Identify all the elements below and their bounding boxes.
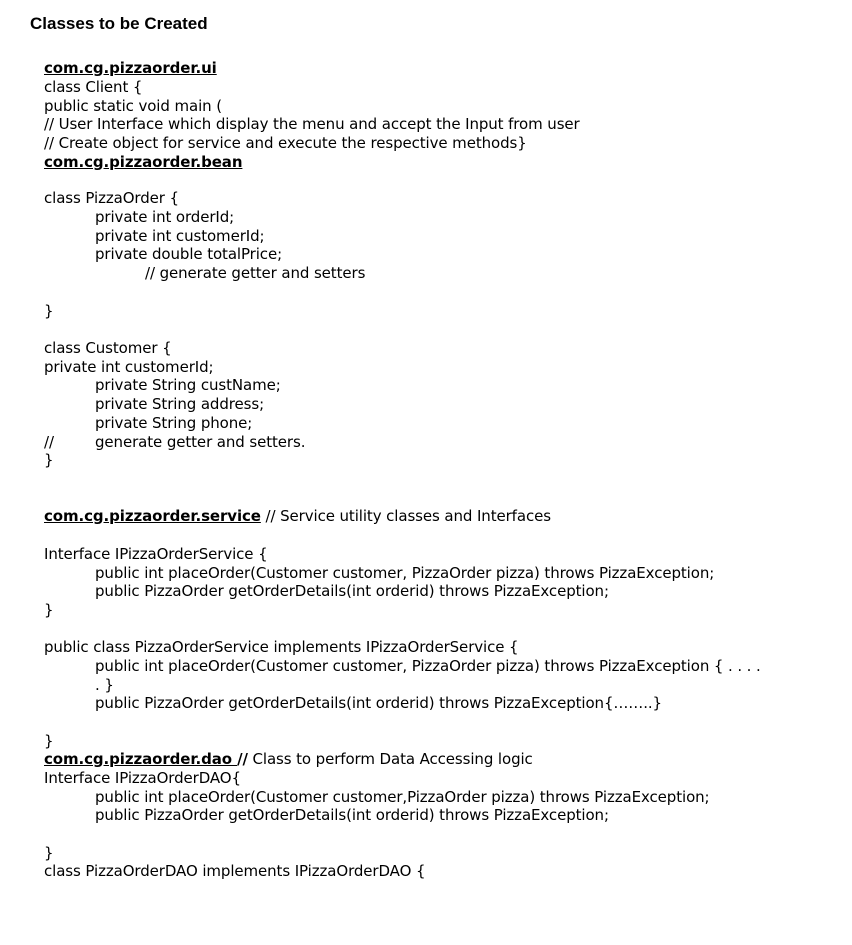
package-service-comment: // Service utility classes and Interfaces	[260, 507, 551, 525]
method-line: public PizzaOrder getOrderDetails(int orderid) throws PizzaException{……..}	[95, 694, 662, 712]
closing-brace: }	[44, 844, 54, 862]
method-line-continuation: . }	[95, 676, 114, 694]
field-line: private String custName;	[95, 376, 281, 394]
method-line: public int placeOrder(Customer customer,PizzaOrder pizza) throws PizzaException;	[95, 788, 710, 806]
code-line: class Client {	[44, 78, 143, 96]
field-line: private double totalPrice;	[95, 245, 283, 263]
field-line: private String address;	[95, 395, 265, 413]
package-service-line	[44, 507, 551, 526]
interface-service-header: Interface IPizzaOrderService {	[44, 545, 268, 563]
field-line: private int orderId;	[95, 208, 235, 226]
field-line: private int customerId;	[44, 358, 214, 376]
code-comment: generate getter and setters.	[95, 433, 306, 451]
closing-brace: }	[44, 732, 54, 750]
class-dao-header: class PizzaOrderDAO implements IPizzaOrderDAO {	[44, 862, 426, 880]
dao-comment-slashes: //	[237, 750, 248, 768]
code-comment: // generate getter and setters	[145, 264, 366, 282]
method-line: public int placeOrder(Customer customer, PizzaOrder pizza) throws PizzaException { . . . .	[95, 657, 761, 675]
page-title: Classes to be Created	[30, 14, 208, 33]
package-dao-line	[44, 750, 533, 769]
class-customer-header: class Customer {	[44, 339, 172, 357]
class-pizzaorder-header: class PizzaOrder {	[44, 189, 179, 207]
code-comment: // Create object for service and execute the respective methods}	[44, 134, 527, 152]
comment-marker: //	[44, 433, 54, 451]
class-service-header: public class PizzaOrderService implements IPizzaOrderService {	[44, 638, 519, 656]
package-service-heading: com.cg.pizzaorder.service	[44, 507, 261, 525]
closing-brace: }	[44, 451, 54, 469]
closing-brace: }	[44, 302, 54, 320]
method-line: public PizzaOrder getOrderDetails(int orderid) throws PizzaException;	[95, 582, 609, 600]
method-line: public int placeOrder(Customer customer, PizzaOrder pizza) throws PizzaException;	[95, 564, 715, 582]
package-dao-heading: com.cg.pizzaorder.dao	[44, 750, 238, 768]
package-dao-comment: Class to perform Data Accessing logic	[247, 750, 533, 768]
closing-brace: }	[44, 601, 54, 619]
package-bean-heading: com.cg.pizzaorder.bean	[44, 153, 243, 171]
code-comment: // User Interface which display the menu and accept the Input from user	[44, 115, 580, 133]
interface-dao-header: Interface IPizzaOrderDAO{	[44, 769, 241, 787]
code-line: public static void main (	[44, 97, 222, 115]
method-line: public PizzaOrder getOrderDetails(int orderid) throws PizzaException;	[95, 806, 609, 824]
package-ui-heading: com.cg.pizzaorder.ui	[44, 59, 217, 77]
field-line: private String phone;	[95, 414, 253, 432]
field-line: private int customerId;	[95, 227, 265, 245]
